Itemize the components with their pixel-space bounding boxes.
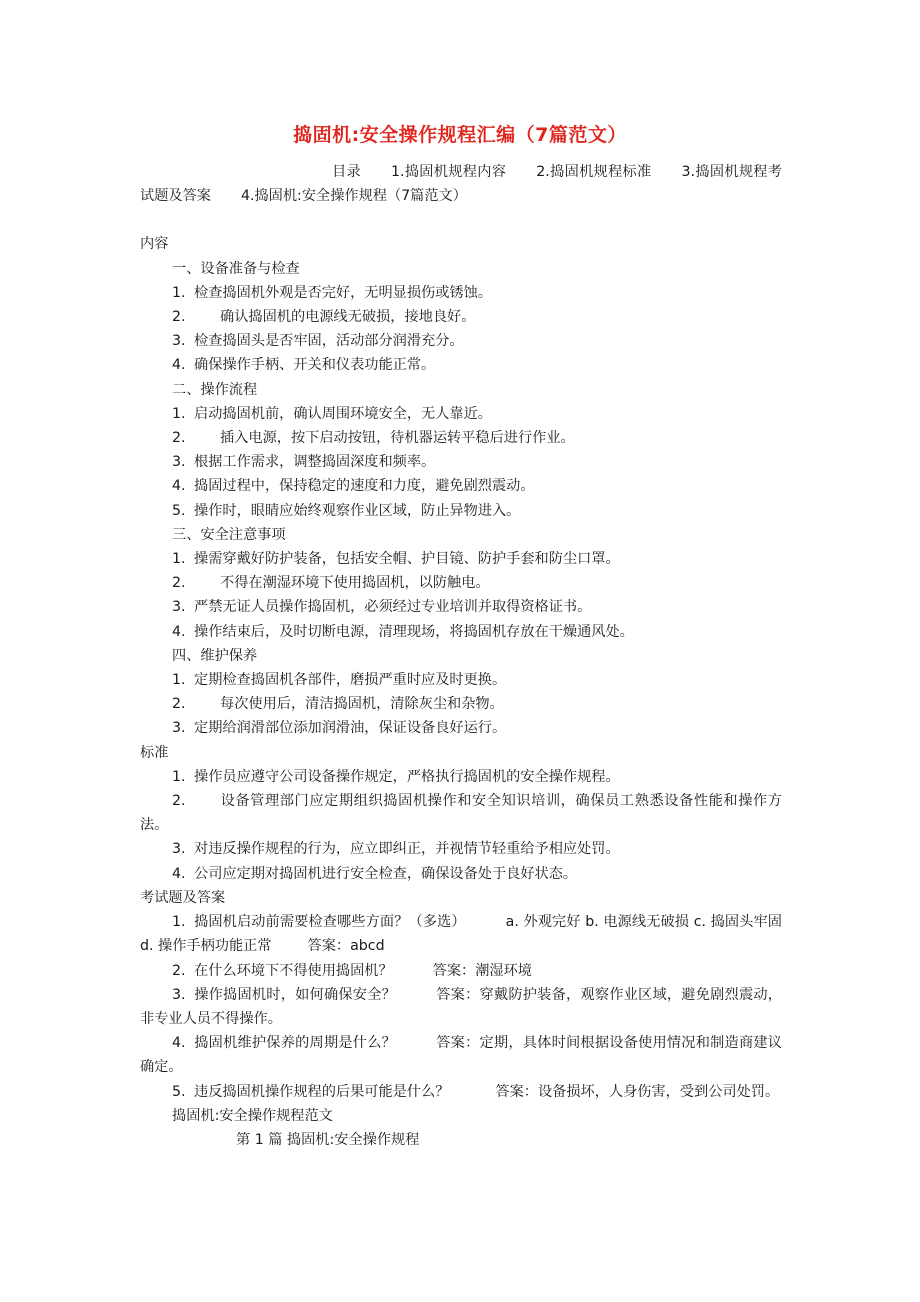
toc-item-4[interactable]: 4.捣固机:安全操作规程（7篇范文） [240, 188, 467, 205]
list-item: 5. 操作时，眼睛应始终观察作业区域，防止异物进入。 [172, 502, 521, 519]
standard-heading: 标准 [140, 744, 169, 761]
list-item: 2. 插入电源，按下启动按钮，待机器运转平稳后进行作业。 [172, 430, 575, 447]
section-title-1: 一、设备准备与检查 [172, 260, 300, 277]
piece-title: 第 1 篇 捣固机:安全操作规程 [236, 1131, 420, 1148]
exam-question: 4. 捣固机维护保养的周期是什么？ 答案：定期，具体时间根据设备使用情况和制造商建议确定。 [140, 1035, 782, 1076]
toc-item-1[interactable]: 1.捣固机规程内容 [390, 164, 507, 180]
list-item: 3. 根据工作需求，调整捣固深度和频率。 [172, 454, 436, 471]
list-item: 1. 检查捣固机外观是否完好，无明显损伤或锈蚀。 [172, 284, 492, 301]
toc-item-3[interactable]: 3.捣固机规程考试题及答案 [140, 164, 782, 205]
list-item: 2. 不得在潮湿环境下使用捣固机，以防触电。 [172, 575, 490, 592]
document-body [140, 160, 782, 1152]
exam-question: 3. 操作捣固机时，如何确保安全？ 答案：穿戴防护装备，观察作业区域，避免剧烈震动，非专业人员不得操作。 [140, 986, 782, 1027]
list-item: 1. 启动捣固机前，确认周围环境安全，无人靠近。 [172, 405, 492, 422]
list-item: 1. 操需穿戴好防护装备，包括安全帽、护目镜、防护手套和防尘口罩。 [172, 551, 620, 568]
list-item: 2. 确认捣固机的电源线无破损，接地良好。 [172, 309, 476, 326]
fanwen-heading: 捣固机:安全操作规程范文 [172, 1107, 333, 1124]
list-item: 4. 操作结束后，及时切断电源，清理现场，将捣固机存放在干燥通风处。 [172, 623, 634, 640]
exam-question: 2. 在什么环境下不得使用捣固机？ 答案：潮湿环境 [172, 962, 532, 979]
document-title: 捣固机:安全操作规程汇编（7篇范文） [293, 124, 627, 146]
list-item: 3. 定期给润滑部位添加润滑油，保证设备良好运行。 [172, 720, 507, 737]
list-item: 4. 捣固过程中，保持稳定的速度和力度，避免剧烈震动。 [172, 478, 535, 495]
list-item: 3. 对违反操作规程的行为，应立即纠正，并视情节轻重给予相应处罚。 [172, 841, 620, 858]
toc-label: 目录 [332, 164, 361, 180]
list-item: 3. 检查捣固头是否牢固，活动部分润滑充分。 [172, 333, 464, 350]
list-item: 3. 严禁无证人员操作捣固机，必须经过专业培训并取得资格证书。 [172, 599, 592, 616]
list-item: 1. 操作员应遵守公司设备操作规定，严格执行捣固机的安全操作规程。 [172, 768, 620, 785]
exam-question: 1. 捣固机启动前需要检查哪些方面？（多选） a. 外观完好 b. 电源线无破损 c. 捣固头牢固 d. 操作手柄功能正常 答案：abcd [140, 914, 782, 955]
list-item: 2. 每次使用后，清洁捣固机，清除灰尘和杂物。 [172, 696, 504, 713]
list-item: 2. 设备管理部门应定期组织捣固机操作和安全知识培训，确保员工熟悉设备性能和操作方法。 [140, 793, 782, 834]
table-of-contents [140, 160, 782, 208]
section-title-4: 四、维护保养 [172, 647, 258, 664]
content-heading: 内容 [140, 236, 169, 253]
list-item: 4. 公司应定期对捣固机进行安全检查，确保设备处于良好状态。 [172, 865, 578, 882]
section-title-3: 三、安全注意事项 [172, 526, 286, 543]
toc-item-2[interactable]: 2.捣固机规程标准 [536, 164, 652, 180]
exam-heading: 考试题及答案 [140, 889, 226, 906]
list-item: 4. 确保操作手柄、开关和仪表功能正常。 [172, 357, 436, 374]
section-title-2: 二、操作流程 [172, 381, 258, 398]
list-item: 1. 定期检查捣固机各部件，磨损严重时应及时更换。 [172, 672, 507, 689]
exam-question: 5. 违反捣固机操作规程的后果可能是什么？ 答案：设备损坏，人身伤害，受到公司处罚。 [172, 1083, 780, 1100]
